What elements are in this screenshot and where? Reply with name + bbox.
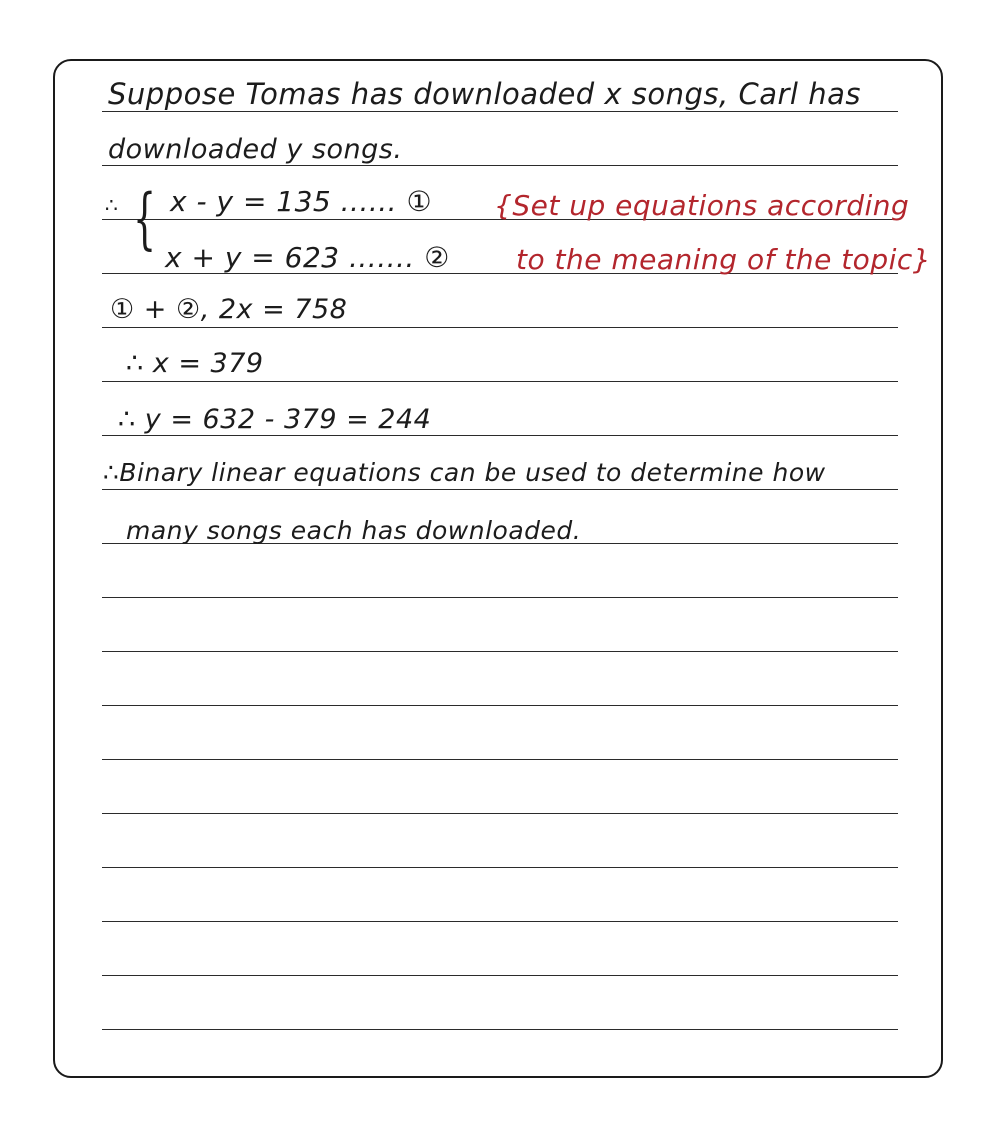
ruled-line	[102, 489, 898, 490]
annotation-line-1: {Set up equations according	[494, 189, 910, 222]
ruled-line	[102, 165, 898, 166]
ruled-line	[102, 1029, 898, 1030]
intro-line-2: downloaded y songs.	[108, 134, 403, 165]
therefore-symbol: ∴	[105, 193, 119, 217]
ruled-line	[102, 813, 898, 814]
ruled-line	[102, 651, 898, 652]
system-brace: {	[133, 180, 157, 257]
ruled-line	[102, 111, 898, 112]
intro-line-1: Suppose Tomas has downloaded x songs, Carl has	[108, 77, 861, 111]
equation-2: x + y = 623 ....... ②	[165, 241, 450, 274]
ruled-line	[102, 381, 898, 382]
conclusion-line-1: ∴Binary linear equations can be used to determine how	[103, 458, 826, 487]
ruled-line	[102, 867, 898, 868]
conclusion-line-2: many songs each has downloaded.	[126, 516, 582, 545]
x-solution: ∴ x = 379	[126, 348, 264, 379]
ruled-line	[102, 759, 898, 760]
ruled-line	[102, 597, 898, 598]
ruled-line	[102, 327, 898, 328]
ruled-line	[102, 435, 898, 436]
ruled-line	[102, 975, 898, 976]
sum-step: ① + ②, 2x = 758	[110, 294, 348, 325]
equation-1: x - y = 135 ...... ①	[170, 185, 433, 218]
ruled-line	[102, 921, 898, 922]
y-solution: ∴ y = 632 - 379 = 244	[118, 404, 432, 435]
annotation-line-2: to the meaning of the topic}	[516, 243, 932, 276]
ruled-line	[102, 705, 898, 706]
